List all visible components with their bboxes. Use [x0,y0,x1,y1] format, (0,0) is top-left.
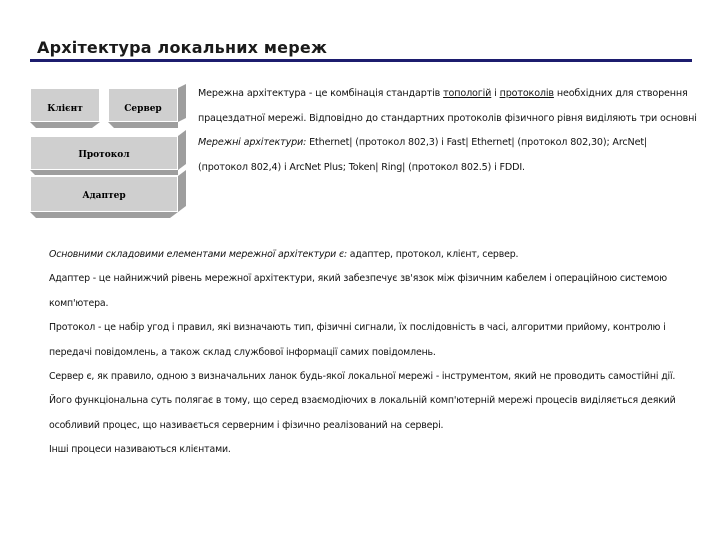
page-title: Архітектура локальних мереж [37,38,328,57]
protocol-paragraph [49,316,704,365]
intro-text: Ethernet| (протокол 802,3) і Fast| Ethernet| (протокол 802,30); ArcNet| [306,137,648,148]
title-divider [30,59,692,62]
body-text: особливий процес, що називається серверним і фізично реалізований на сервері. [49,419,444,431]
server-block [108,84,186,128]
body-text: передачі повідомлень, а також склад службової інформації самих повідомлень. [49,346,436,358]
protocols-term: протоколів [499,88,554,99]
protocol-label: Протокол [78,150,130,160]
components-paragraph [49,243,704,267]
intro-text: працездатної мережі. Відповідно до стандартних протоколів фізичного рівня виділяють три основні [198,112,697,124]
architecture-diagram [28,84,193,224]
body-text: Адаптер - це найнижчий рівень мережної архітектури, який забезпечує зв'язок між фізичним кабелем і операційною системою [49,273,667,285]
body-text: Протокол - це набір угод і правил, які визначають тип, фізичні сигнали, їх послідовність в часі, алгоритми прийому, контролю і [49,322,666,334]
adapter-label: Адаптер [82,191,126,201]
intro-paragraph [198,82,703,180]
components-term: Основними складовими елементами мережної архітектури є: [49,249,347,260]
body-text: Інші процеси називаються клієнтами. [49,444,231,456]
intro-text: і [491,88,500,99]
client-block [30,88,100,128]
server-paragraph [49,365,704,438]
clients-paragraph [49,438,704,462]
body-text: комп'ютера. [49,297,109,309]
architectures-term: Мережні архітектури: [198,137,307,148]
body-text: адаптер, протокол, клієнт, сервер. [346,249,519,260]
intro-text: Мережна архітектура - це комбінація стандартів [198,88,444,99]
protocol-block [30,130,186,176]
body-section [49,243,704,463]
body-text: Сервер є, як правило, одною з визначальних ланок будь-якої локальної мережі - інструментом, який не проводить самостійні дії. [49,371,676,383]
server-label: Сервер [124,104,162,114]
adapter-paragraph [49,267,704,316]
body-text: Його функціональна суть полягає в тому, що серед взаємодіючих в локальній комп'ютерній мережі процесів виділяється деякий [49,395,676,407]
intro-text: (протокол 802,4) і ArcNet Plus; Token| Ring| (протокол 802.5) і FDDI. [198,161,525,173]
adapter-block [30,170,186,218]
intro-text: необхідних для створення [553,88,688,99]
client-label: Клієнт [47,104,83,114]
topologies-term: топологій [443,88,492,99]
